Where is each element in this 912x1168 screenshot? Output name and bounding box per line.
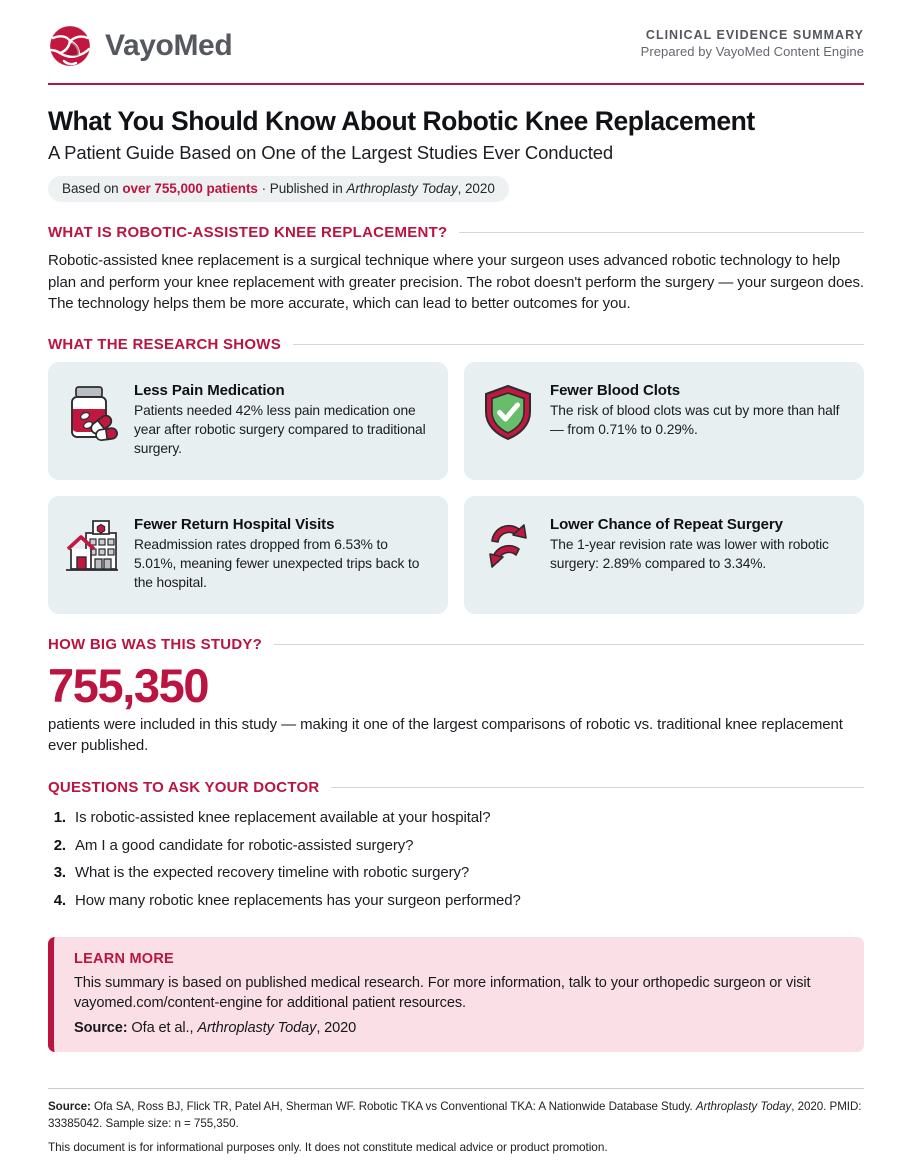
study-meta-badge <box>48 176 509 202</box>
section-head-research <box>48 336 864 353</box>
footer-disclaimer: This document is for informational purposes only. It does not constitute medical advice or product promotion. <box>48 1140 608 1154</box>
meta-journal: Arthroplasty Today <box>346 181 458 197</box>
header-divider <box>48 83 864 85</box>
list-item <box>48 832 864 860</box>
footer-source-label: Source: <box>48 1100 91 1114</box>
research-card <box>464 496 864 614</box>
callout-source-journal: Arthroplasty Today <box>197 1020 317 1037</box>
footer-source-journal: Arthroplasty Today <box>695 1100 792 1114</box>
research-card-title: Fewer Return Hospital Visits <box>134 516 335 534</box>
page-subtitle: A Patient Guide Based on One of the Largest Studies Ever Conducted <box>48 142 614 164</box>
section-rule <box>274 644 864 645</box>
research-card <box>48 362 448 480</box>
meta-suffix: , 2020 <box>457 181 495 197</box>
brand-name: VayoMed <box>105 29 233 62</box>
section-head-questions <box>48 779 864 796</box>
header-meta <box>641 24 864 59</box>
research-card-grid <box>48 362 864 614</box>
question-number: 3. <box>53 864 66 882</box>
section-rule <box>459 232 864 233</box>
question-text: How many robotic knee replacements has your surgeon performed? <box>75 891 521 909</box>
callout-title: LEARN MORE <box>74 950 174 967</box>
meta-middle: · Published in <box>257 181 347 197</box>
study-size-value: 755,350 <box>48 659 209 713</box>
list-item <box>48 887 864 915</box>
header-kicker: CLINICAL EVIDENCE SUMMARY <box>645 28 864 42</box>
shield-check-icon <box>480 381 536 443</box>
meta-highlight: over 755,000 patients <box>122 181 258 197</box>
title-block <box>48 106 864 202</box>
callout-source-label: Source: <box>74 1020 128 1037</box>
research-card-body <box>550 513 846 574</box>
section-head-study-size <box>48 636 864 653</box>
question-number: 1. <box>53 809 66 827</box>
circular-arrows-refresh-icon <box>480 515 536 577</box>
footer-citation <box>48 1099 864 1132</box>
document-header <box>48 18 864 68</box>
question-text: Am I a good candidate for robotic-assisted surgery? <box>75 836 414 854</box>
section-label-what-is: WHAT IS ROBOTIC-ASSISTED KNEE REPLACEMENT? <box>48 224 448 242</box>
research-card-title: Lower Chance of Repeat Surgery <box>550 516 783 534</box>
research-card-title: Fewer Blood Clots <box>550 382 680 400</box>
callout-source <box>74 1020 844 1036</box>
questions-list <box>48 805 864 915</box>
research-card-body <box>134 379 430 458</box>
research-card <box>464 362 864 480</box>
pill-bottle-icon <box>64 381 120 443</box>
intro-paragraph: Robotic-assisted knee replacement is a surgical technique where your surgeon uses advanced robotic technology to help plan and perform your knee replacement with greater precision. The robot doesn't perform the surgery — your surgeon does. The technology helps them be more accurate, which can lead to better outcomes for you. <box>48 252 864 312</box>
learn-more-callout <box>48 937 864 1053</box>
page-title: What You Should Know About Robotic Knee Replacement <box>48 106 755 136</box>
research-card-text: Patients needed 42% less pain medication one year after robotic surgery compared to traditional surgery. <box>134 403 426 456</box>
research-card-text: The 1-year revision rate was lower with robotic surgery: 2.89% compared to 3.34%. <box>550 537 829 571</box>
callout-text: This summary is based on published medical research. For more information, talk to your orthopedic surgeon or visit vayomed.com/content-engine for additional patient resources. <box>74 974 811 1012</box>
brand-lockup <box>48 24 232 68</box>
research-card <box>48 496 448 614</box>
section-head-what-is <box>48 224 864 241</box>
footer-divider <box>48 1088 864 1089</box>
question-text: What is the expected recovery timeline with robotic surgery? <box>75 864 470 882</box>
section-label-study-size: HOW BIG WAS THIS STUDY? <box>48 636 263 654</box>
hospital-building-icon <box>64 515 120 577</box>
research-card-title: Less Pain Medication <box>134 382 285 400</box>
question-text: Is robotic-assisted knee replacement available at your hospital? <box>75 809 491 827</box>
list-item <box>48 860 864 888</box>
section-rule <box>331 787 864 788</box>
footer-source-detail: , 2020. PMID: 33385042. Sample size: n = 755,350. <box>48 1100 862 1130</box>
research-card-text: The risk of blood clots was cut by more than half — from 0.71% to 0.29%. <box>550 403 840 437</box>
research-card-text: Readmission rates dropped from 6.53% to 5.01%, meaning fewer unexpected trips back to the hospital. <box>134 537 420 590</box>
section-label-questions: QUESTIONS TO ASK YOUR DOCTOR <box>48 778 320 796</box>
document-footer <box>48 1088 864 1154</box>
callout-source-after: , 2020 <box>316 1020 357 1037</box>
list-item <box>48 805 864 833</box>
study-size-description: patients were included in this study — making it one of the largest comparisons of robotic vs. traditional knee replacement ever published. <box>48 716 843 755</box>
callout-source-before: Ofa et al., <box>127 1020 198 1037</box>
research-card-body <box>134 513 430 592</box>
question-number: 2. <box>53 836 66 854</box>
vayomed-sphere-logo-icon <box>48 24 92 68</box>
section-label-research: WHAT THE RESEARCH SHOWS <box>48 336 281 354</box>
question-number: 4. <box>53 891 66 909</box>
research-card-body <box>550 379 846 440</box>
header-prepared-by: Prepared by VayoMed Content Engine <box>640 44 864 59</box>
footer-source-citation: Ofa SA, Ross BJ, Flick TR, Patel AH, Sherman WF. Robotic TKA vs Conventional TKA: A Nationwide Database Study. <box>90 1100 693 1114</box>
section-rule <box>293 344 864 345</box>
meta-prefix: Based on <box>62 181 123 197</box>
